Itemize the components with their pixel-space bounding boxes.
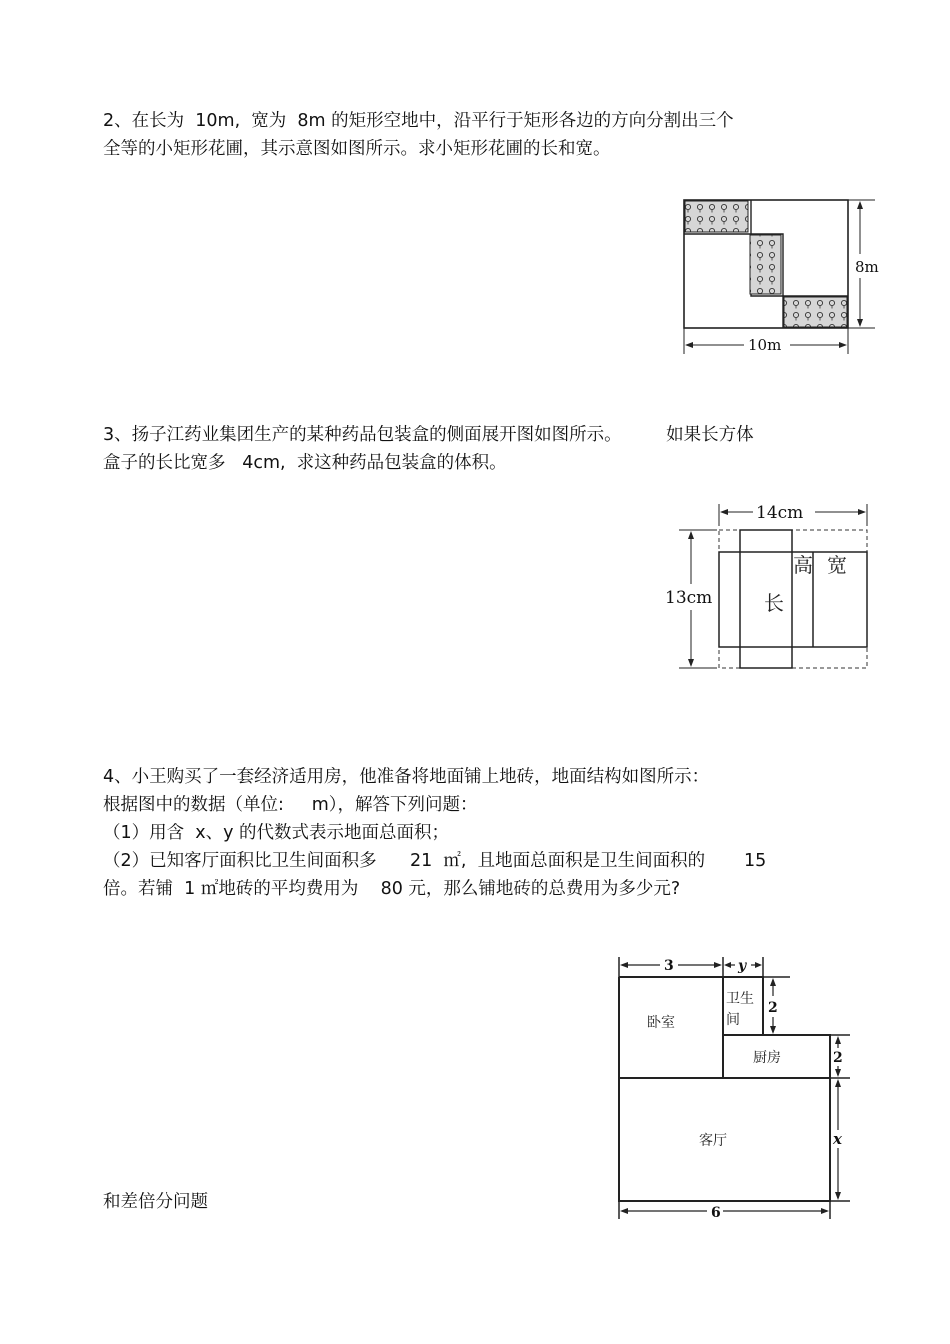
room-bedroom: 卧室 [647,1015,675,1031]
flower-bed-1 [685,201,748,232]
problem2-line2: 全等的小矩形花圃，其示意图如图所示。求小矩形花圃的长和宽。 [103,139,611,159]
dim-2-kitchen: 2 [833,1050,843,1066]
width-label: 10m [748,336,782,354]
problem4-line5: 倍。若铺 1 ㎡地砖的平均费用为 80 元，那么铺地砖的总费用为多少元? [103,879,681,899]
room-living: 客厅 [699,1133,727,1149]
problem2-figure [670,190,890,360]
box-width-label: 14cm [756,503,804,523]
problem3-line2: 盒子的长比宽多 4cm, 求这种药品包装盒的体积。 [103,453,507,473]
dim-6: 6 [711,1205,721,1221]
room-bath-1: 卫生 [726,991,754,1007]
room-bath-2: 间 [726,1012,740,1028]
problem3-figure [655,492,885,692]
flower-bed-3 [784,297,847,327]
problem4-line1: 4、小王购买了一套经济适用房，他准备将地面铺上地砖，地面结构如图所示： [103,767,710,787]
dim-y: y [738,958,747,974]
dim-3: 3 [664,958,674,974]
label-wide: 宽 [827,553,847,577]
height-label: 8m [855,258,879,276]
problem4-figure [605,945,865,1230]
problem3-line1: 3、扬子江药业集团生产的某种药品包装盒的侧面展开图如图所示。 如果长方体 [103,425,754,445]
problem4-line4: （2）已知客厅面积比卫生间面积多 21 ㎡, 且地面总面积是卫生间面积的 15 [103,851,767,871]
section-title: 和差倍分问题 [103,1192,208,1212]
flower-bed-2 [750,235,781,294]
problem2-line1: 2、在长为 10m, 宽为 8m 的矩形空地中，沿平行于矩形各边的方向分割出三个 [103,111,734,131]
dim-2-bath: 2 [768,1000,778,1016]
label-high: 高 [793,553,813,577]
problem4-line2: 根据图中的数据（单位: m），解答下列问题： [103,795,478,815]
problem4-line3: （1）用含 x、y 的代数式表示地面总面积； [103,823,450,843]
room-kitchen: 厨房 [753,1050,781,1066]
dim-x: x [833,1130,842,1148]
label-long: 长 [764,591,784,615]
box-height-label: 13cm [665,588,713,608]
